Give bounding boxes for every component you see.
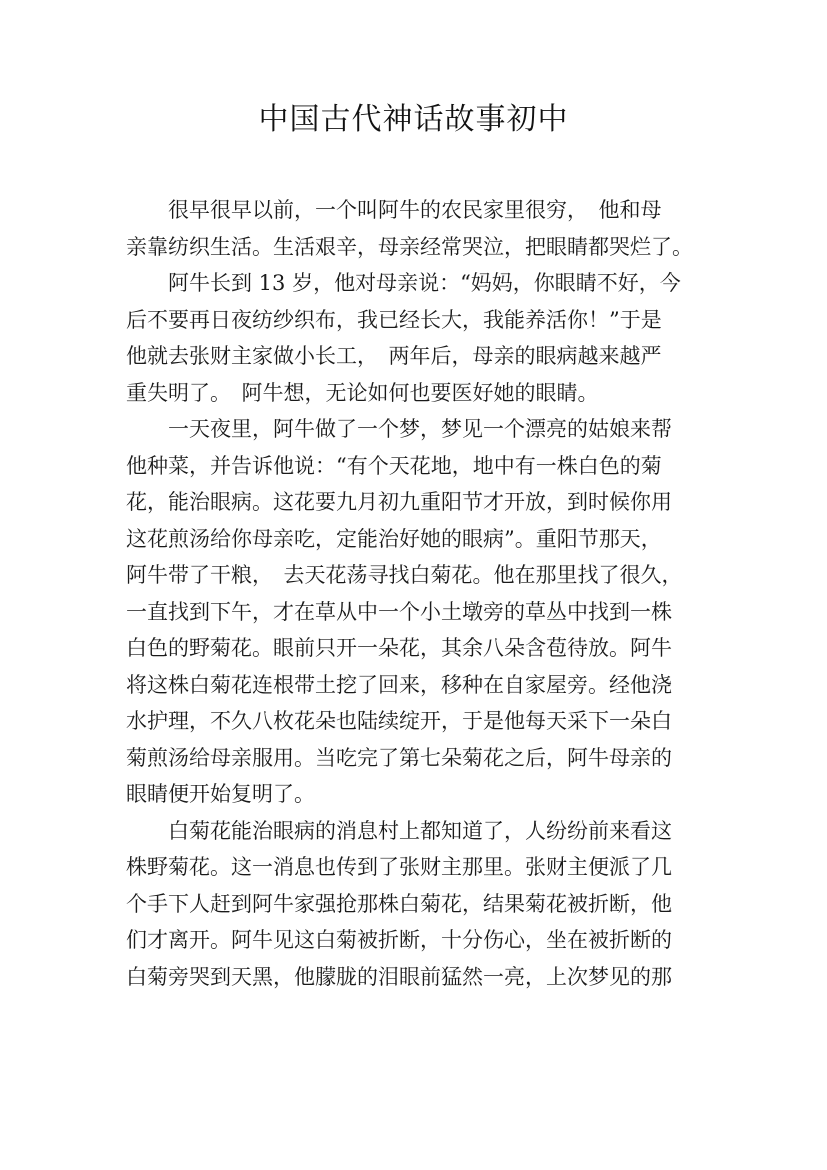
text-line: 后不要再日夜纺纱织布，我已经长大，我能养活你！”于是 — [126, 307, 662, 332]
text-line: 白色的野菊花。眼前只开一朵花，其余八朵含苞待放。阿牛 — [126, 636, 672, 660]
text-line: 这花煎汤给你母亲吃，定能治好她的眼病”。重阳节那天， — [126, 526, 662, 551]
document-body — [126, 192, 716, 995]
text-line: 阿牛长到 13 岁，他对母亲说：“妈妈，你眼睛不好，今 — [126, 271, 681, 295]
text-line: 他就去张财主家做小长工， 两年后，母亲的眼病越来越严 — [126, 344, 662, 368]
text-line: 重失明了。 阿牛想，无论如何也要医好她的眼睛。 — [126, 380, 599, 405]
text-line: 眼睛便开始复明了。 — [126, 782, 315, 806]
text-line: 株野菊花。这一消息也传到了张财主那里。张财主便派了几 — [126, 855, 672, 879]
text-line: 水护理，不久八枚花朵也陆续绽开，于是他每天采下一朵白 — [126, 709, 672, 733]
text-line: 花，能治眼病。这花要九月初九重阳节才开放，到时候你用 — [126, 490, 672, 514]
text-line: 将这株白菊花连根带土挖了回来，移种在自家屋旁。经他浇 — [126, 672, 672, 697]
text-line: 菊煎汤给母亲服用。当吃完了第七朵菊花之后，阿牛母亲的 — [126, 745, 672, 770]
text-line: 阿牛带了干粮， 去天花荡寻找白菊花。他在那里找了很久， — [126, 563, 683, 587]
text-line: 亲靠纺织生活。生活艰辛，母亲经常哭泣，把眼睛都哭烂了。 — [126, 234, 693, 259]
text-line: 白菊花能治眼病的消息村上都知道了，人纷纷前来看这 — [126, 818, 672, 843]
text-line: 一天夜里，阿牛做了一个梦，梦见一个漂亮的姑娘来帮 — [126, 417, 672, 441]
text-line: 一直找到下午，才在草从中一个小土墩旁的草丛中找到一株 — [126, 599, 672, 624]
text-line: 很早很早以前，一个叫阿牛的农民家里很穷， 他和母 — [126, 198, 662, 222]
document-title: 中国古代神话故事初中 — [258, 102, 569, 137]
text-line: 们才离开。阿牛见这白菊被折断，十分伤心，坐在被折断的 — [126, 928, 672, 952]
text-line: 个手下人赶到阿牛家强抢那株白菊花，结果菊花被折断，他 — [126, 891, 672, 916]
text-line: 白菊旁哭到天黑，他朦胧的泪眼前猛然一亮，上次梦见的那 — [126, 964, 672, 989]
text-line: 他种菜，并告诉他说：“有个天花地，地中有一株白色的菊 — [126, 453, 662, 478]
